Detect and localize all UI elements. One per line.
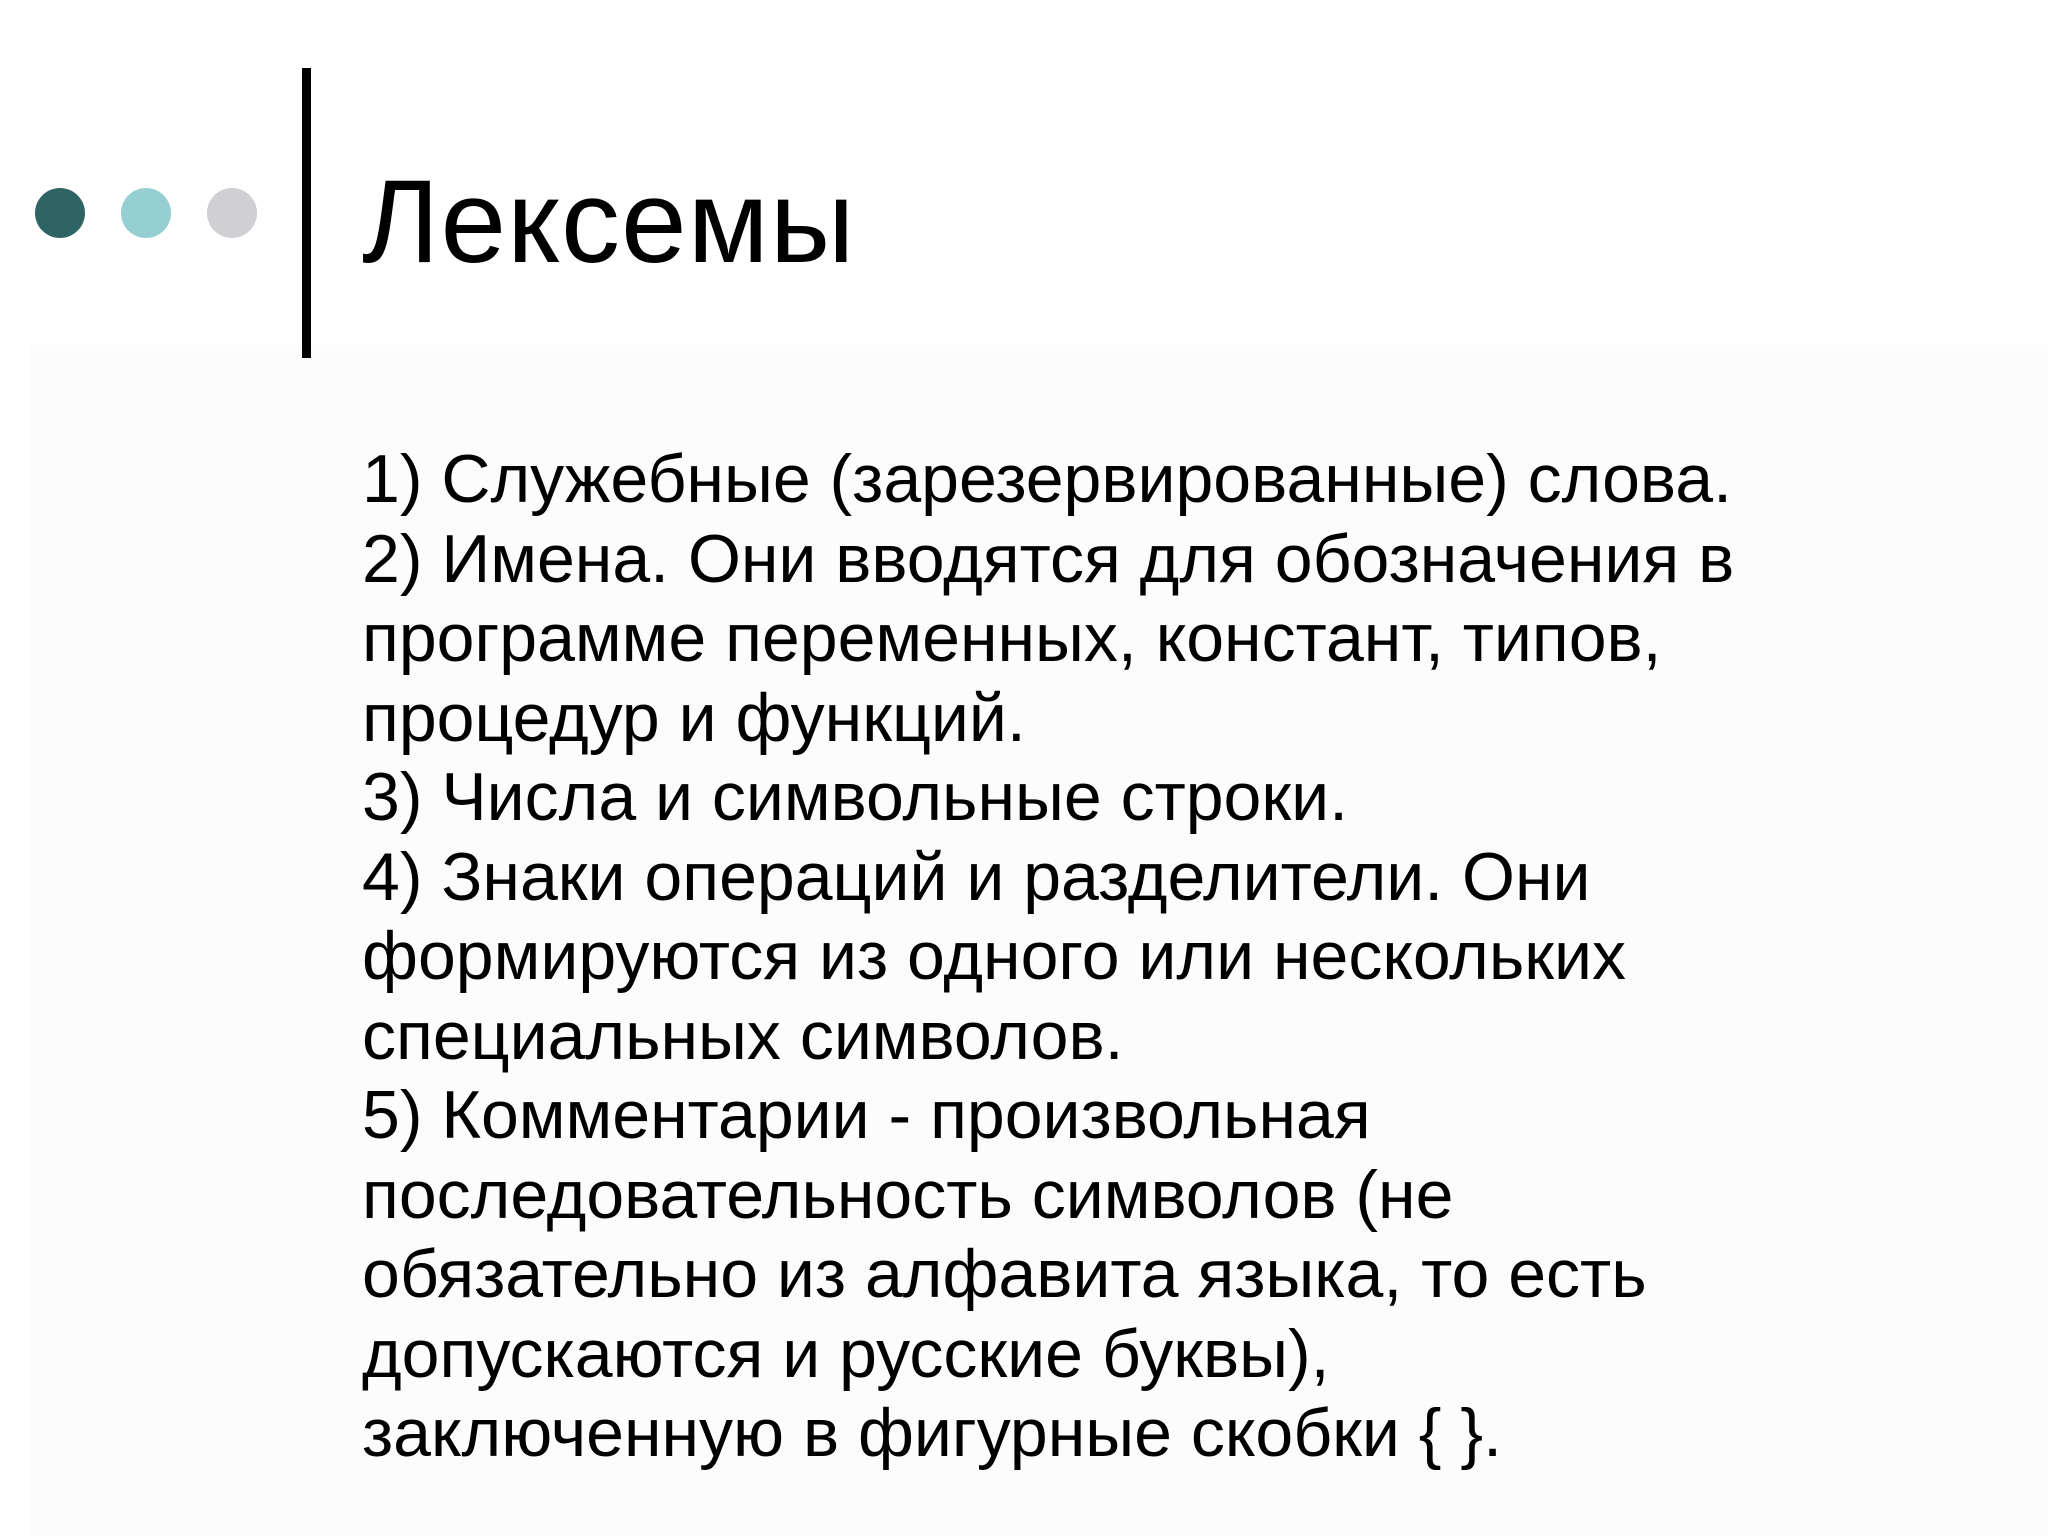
- body-line: обязательно из алфавита языка, то есть: [362, 1236, 1647, 1312]
- decorative-dot-dark-teal: [35, 188, 85, 238]
- body-line: процедур и функций.: [362, 679, 1026, 756]
- body-line: формируются из одного или нескольких: [362, 918, 1627, 994]
- slide-title: Лексемы: [362, 156, 856, 288]
- decorative-dot-grey: [207, 188, 257, 238]
- body-line: специальных символов.: [362, 997, 1124, 1074]
- body-line: последовательность символов (не: [362, 1156, 1454, 1233]
- body-line: 5) Комментарии - произвольная: [362, 1077, 1371, 1153]
- title-divider: [302, 68, 311, 358]
- body-line: программе переменных, констант, типов,: [362, 600, 1662, 676]
- body-line: 1) Служебные (зарезервированные) слова.: [362, 441, 1732, 517]
- body-line: 3) Числа и символьные строки.: [362, 759, 1348, 835]
- decorative-dot-light-teal: [121, 188, 171, 238]
- slide-body: [362, 440, 2022, 1474]
- body-line: 2) Имена. Они вводятся для обозначения в: [362, 520, 1735, 597]
- body-line: заключенную в фигурные скобки { }.: [362, 1395, 1502, 1471]
- body-line: допускаются и русские буквы),: [362, 1315, 1330, 1392]
- body-line: 4) Знаки операций и разделители. Они: [362, 838, 1591, 915]
